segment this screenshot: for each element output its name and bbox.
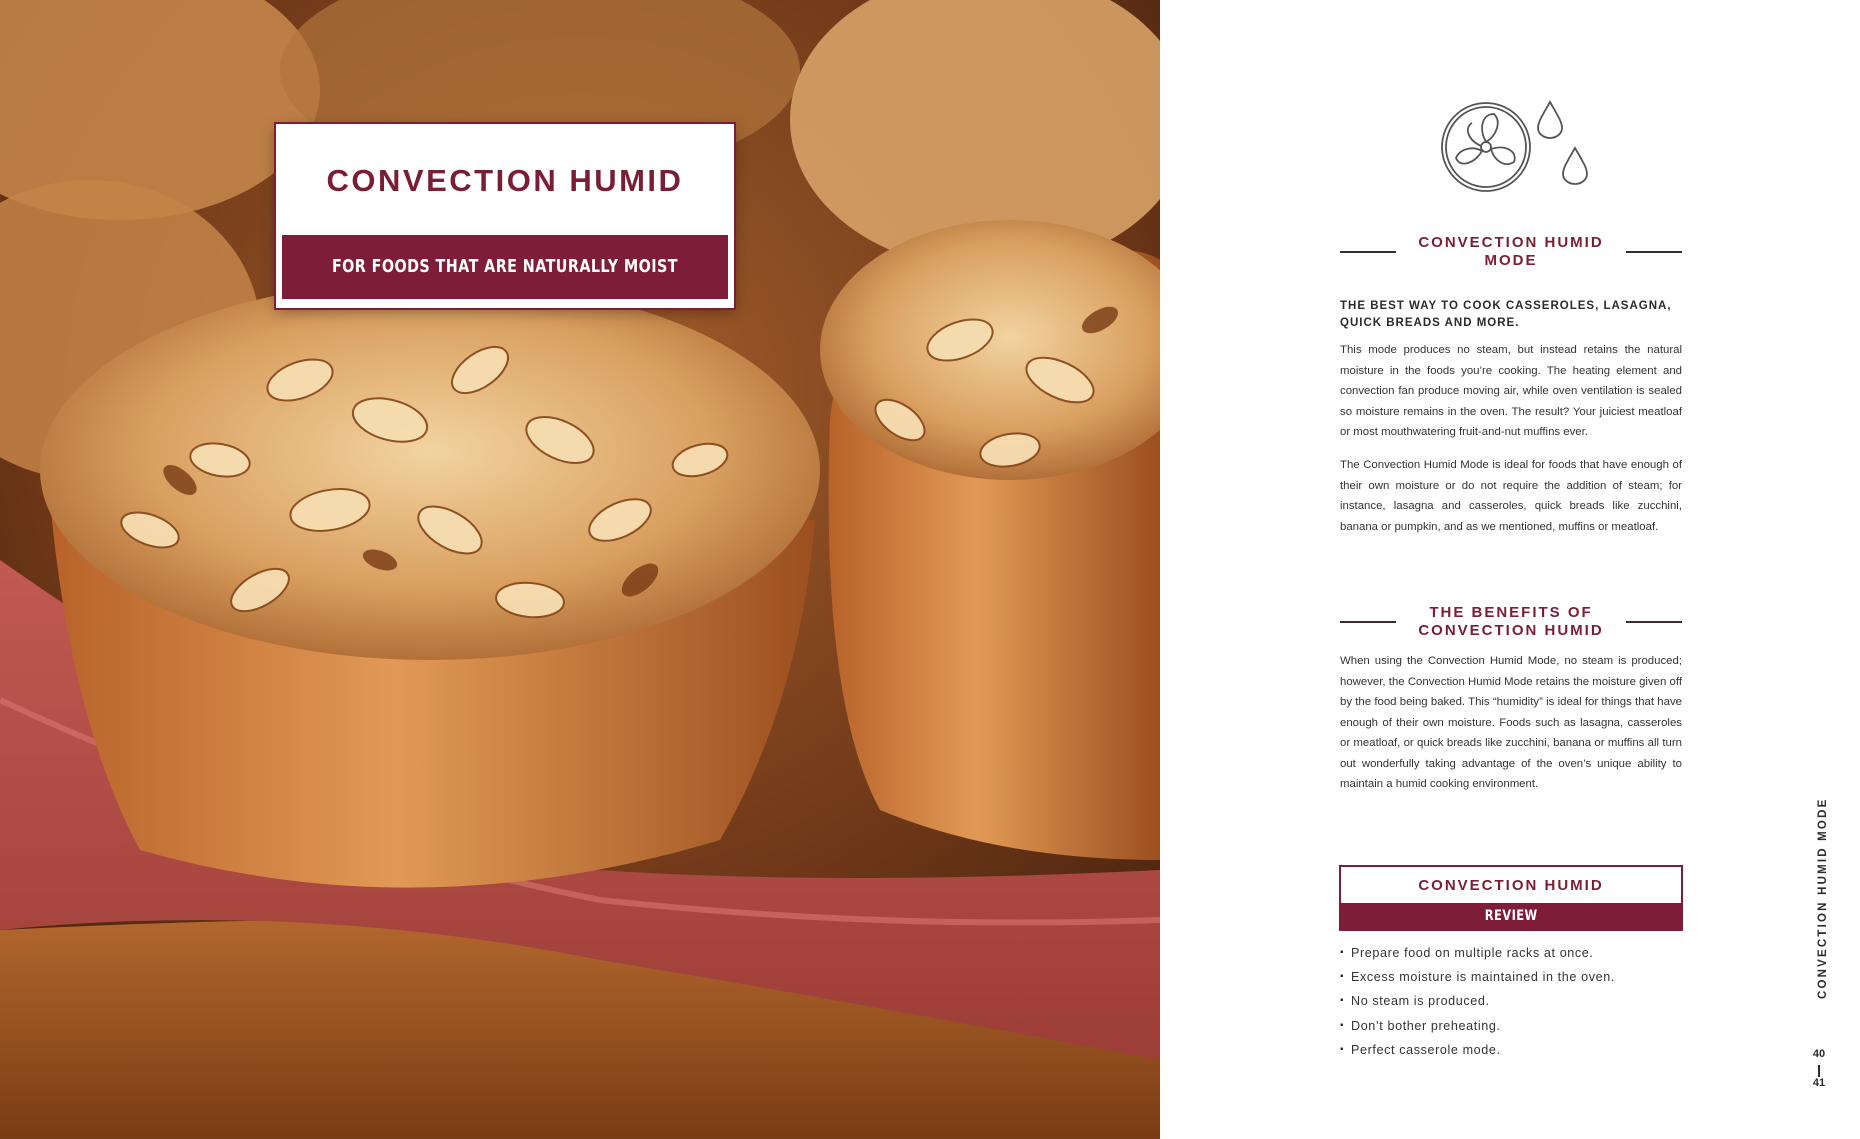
- title-card: [276, 124, 734, 308]
- heading-rule-left: [1340, 621, 1396, 623]
- section1-paragraph-2: The Convection Humid Mode is ideal for foods that have enough of their own moisture or do not require the addition of steam; for instance, lasagna and casseroles, quick breads like zucchini, banana or pumpkin, and as we mentioned, muffins or meatloaf.: [1340, 459, 1682, 533]
- heading-rule-right: [1626, 251, 1682, 253]
- section1-lead-line1: THE BEST WAY TO COOK CASSEROLES, LASAGNA,: [1340, 300, 1672, 312]
- section1-heading: [1340, 234, 1682, 270]
- section2-paragraph: When using the Convection Humid Mode, no steam is produced; however, the Convection Humid Mode retains the moisture given off by the food being baked. This “humidity” is ideal for things that have enough of their own moisture. Foods such as lasagna, casseroles or meatloaf, or quick breads like zucchini, banana or muffins all turn out wonderfully taking advantage of the oven’s unique ability to maintain a humid cooking environment.: [1340, 655, 1682, 790]
- review-item: ▪ Excess moisture is maintained in the oven.: [1340, 965, 1615, 989]
- review-list: [1340, 941, 1615, 1062]
- review-item: ▪ Don’t bother preheating.: [1340, 1014, 1615, 1038]
- section1-paragraph-1: This mode produces no steam, but instead retains the natural moisture in the foods you’re cooking. The heating element and convection fan produce moving air, while oven ventilation is sealed so moisture remains in the oven. The result? Your juiciest meatloaf or most mouthwatering fruit-and-nut muffins ever.: [1340, 344, 1682, 438]
- fan-drops-svg: [1438, 92, 1603, 202]
- review-item: ▪ No steam is produced.: [1340, 989, 1615, 1013]
- convection-fan-with-water-drops-icon: [1438, 92, 1603, 202]
- section1-lead-line2: QUICK BREADS AND MORE.: [1340, 317, 1520, 329]
- review-subtitle-bar: [1341, 903, 1681, 929]
- section1-heading-line2: MODE: [1484, 252, 1538, 269]
- section2-heading-line2: CONVECTION HUMID: [1418, 622, 1604, 639]
- photo-subtitle-bar: [282, 235, 728, 299]
- photo-subtitle: FOR FOODS THAT ARE NATURALLY MOIST: [332, 257, 678, 277]
- section2-heading-line1: THE BENEFITS OF: [1429, 604, 1593, 621]
- review-box: [1339, 865, 1683, 931]
- side-section-label: CONVECTION HUMID MODE: [1817, 797, 1829, 999]
- text-page: [1160, 0, 1860, 1139]
- review-subtitle: REVIEW: [1484, 908, 1538, 924]
- section1-heading-line1: CONVECTION HUMID: [1418, 234, 1604, 251]
- section1-lead: [1340, 298, 1682, 332]
- photo-title: CONVECTION HUMID: [326, 163, 684, 198]
- heading-rule-left: [1340, 251, 1396, 253]
- section1-heading-text: [1418, 234, 1603, 270]
- review-item: ▪ Prepare food on multiple racks at once.: [1340, 941, 1615, 965]
- section2-heading: [1340, 604, 1682, 640]
- review-item: ▪ Perfect casserole mode.: [1340, 1038, 1615, 1062]
- review-title: CONVECTION HUMID: [1418, 876, 1604, 894]
- page-number-left: 40: [1812, 1048, 1826, 1060]
- heading-rule-right: [1626, 621, 1682, 623]
- page-number-right: 41: [1812, 1077, 1826, 1089]
- section2-heading-text: [1418, 604, 1603, 640]
- page-number-divider: [1818, 1065, 1820, 1077]
